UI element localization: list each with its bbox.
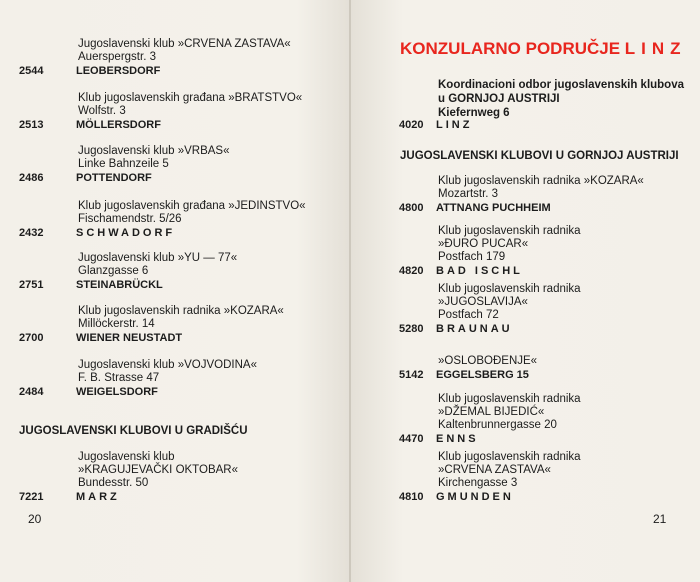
postal-code: 4820 — [399, 265, 424, 277]
city-name: LEOBERSDORF — [76, 65, 161, 77]
postal-code: 5280 — [399, 323, 424, 335]
postal-code: 2432 — [19, 227, 44, 239]
club-address: Auerspergstr. 3 — [78, 51, 156, 63]
club-name: »CRVENA ZASTAVA« — [438, 464, 551, 476]
postal-code: 4020 — [399, 119, 424, 131]
postal-code: 2544 — [19, 65, 44, 77]
club-name: Jugoslavenski klub »VRBAS« — [78, 145, 230, 157]
city-name: POTTENDORF — [76, 172, 152, 184]
committee-city-row — [351, 118, 700, 132]
club-address: Kirchengasse 3 — [438, 477, 518, 489]
postal-code: 2486 — [19, 172, 44, 184]
city-name: STEINABRÜCKL — [76, 279, 163, 291]
committee-address: Kiefernweg 6 — [438, 107, 510, 119]
club-name: Jugoslavenski klub »YU — 77« — [78, 252, 238, 264]
club-entry — [0, 252, 349, 292]
city-name: WEIGELSDORF — [76, 386, 158, 398]
committee-region: u GORNJOJ AUSTRIJI — [438, 93, 560, 105]
city-name: ATTNANG PUCHHEIM — [436, 202, 551, 214]
city-name: EGGELSBERG 15 — [436, 369, 529, 381]
club-entry — [351, 225, 700, 278]
club-name: Klub jugoslavenskih radnika — [438, 451, 581, 463]
postal-code: 7221 — [19, 491, 44, 503]
club-entry — [0, 92, 349, 132]
club-name: Jugoslavenski klub »VOJVODINA« — [78, 359, 257, 371]
postal-code: 2484 — [19, 386, 44, 398]
club-entry — [351, 451, 700, 504]
club-name: »OSLOBOĐENJE« — [438, 355, 538, 367]
club-address: Millöckerstr. 14 — [78, 318, 155, 330]
club-entry — [0, 451, 349, 504]
club-name: Jugoslavenski klub — [78, 451, 175, 463]
title-city: LINZ — [624, 39, 687, 58]
consular-area-title — [400, 39, 687, 59]
club-entry — [0, 305, 349, 345]
club-entry — [351, 175, 700, 215]
club-name: Klub jugoslavenskih radnika — [438, 225, 581, 237]
club-entry — [351, 283, 700, 336]
section-heading: JUGOSLAVENSKI KLUBOVI U GORNJOJ AUSTRIJI — [400, 150, 679, 162]
city-name: BRAUNAU — [436, 323, 513, 335]
club-address: Linke Bahnzeile 5 — [78, 158, 169, 170]
club-address: Postfach 72 — [438, 309, 499, 321]
city-name: MÖLLERSDORF — [76, 119, 161, 131]
club-entry — [0, 200, 349, 240]
club-name: »JUGOSLAVIJA« — [438, 296, 528, 308]
postal-code: 4810 — [399, 491, 424, 503]
club-name: Klub jugoslavenskih radnika — [438, 283, 581, 295]
postal-code: 2513 — [19, 119, 44, 131]
club-address: Fischamendstr. 5/26 — [78, 213, 182, 225]
committee-name: Koordinacioni odbor jugoslavenskih klubova — [438, 79, 685, 91]
club-name: »ĐURO PUCAR« — [438, 238, 529, 250]
club-address: Kaltenbrunnergasse 20 — [438, 419, 557, 431]
title-prefix: KONZULARNO PODRUČJE — [400, 39, 621, 58]
club-name: Jugoslavenski klub »CRVENA ZASTAVA« — [78, 38, 291, 50]
postal-code: 2751 — [19, 279, 44, 291]
club-address: Bundesstr. 50 — [78, 477, 149, 489]
postal-code: 4470 — [399, 433, 424, 445]
club-name: »DŽEMAL BIJEDIĆ« — [438, 406, 545, 418]
club-entry — [0, 145, 349, 185]
city-name: SCHWADORF — [76, 227, 176, 239]
club-name: Klub jugoslavenskih građana »BRATSTVO« — [78, 92, 303, 104]
city-name: BAD ISCHL — [436, 265, 523, 277]
club-name: »KRAGUJEVAČKI OKTOBAR« — [78, 464, 238, 476]
club-address: Wolfstr. 3 — [78, 105, 126, 117]
page-number: 20 — [28, 512, 42, 526]
city-name: WIENER NEUSTADT — [76, 332, 183, 344]
city-name: ENNS — [436, 433, 479, 445]
club-name: Klub jugoslavenskih radnika »KOZARA« — [78, 305, 284, 317]
city-name: LINZ — [436, 119, 473, 131]
club-name: Klub jugoslavenskih radnika — [438, 393, 581, 405]
right-page — [351, 0, 700, 582]
club-name: Klub jugoslavenskih građana »JEDINSTVO« — [78, 200, 306, 212]
coordination-committee — [438, 78, 684, 120]
postal-code: 2700 — [19, 332, 44, 344]
postal-code: 4800 — [399, 202, 424, 214]
club-name: Klub jugoslavenskih radnika »KOZARA« — [438, 175, 644, 187]
club-address: Postfach 179 — [438, 251, 506, 263]
club-entry — [351, 355, 700, 382]
club-entry — [0, 359, 349, 399]
club-address: F. B. Strasse 47 — [78, 372, 160, 384]
club-address: Mozartstr. 3 — [438, 188, 499, 200]
city-name: GMUNDEN — [436, 491, 514, 503]
club-entry — [351, 393, 700, 446]
club-entry — [0, 38, 349, 78]
page-number: 21 — [653, 512, 667, 526]
left-page — [0, 0, 349, 582]
section-heading: JUGOSLAVENSKI KLUBOVI U GRADIŠĆU — [19, 425, 248, 437]
postal-code: 5142 — [399, 369, 424, 381]
city-name: MARZ — [76, 491, 120, 503]
club-address: Glanzgasse 6 — [78, 265, 149, 277]
